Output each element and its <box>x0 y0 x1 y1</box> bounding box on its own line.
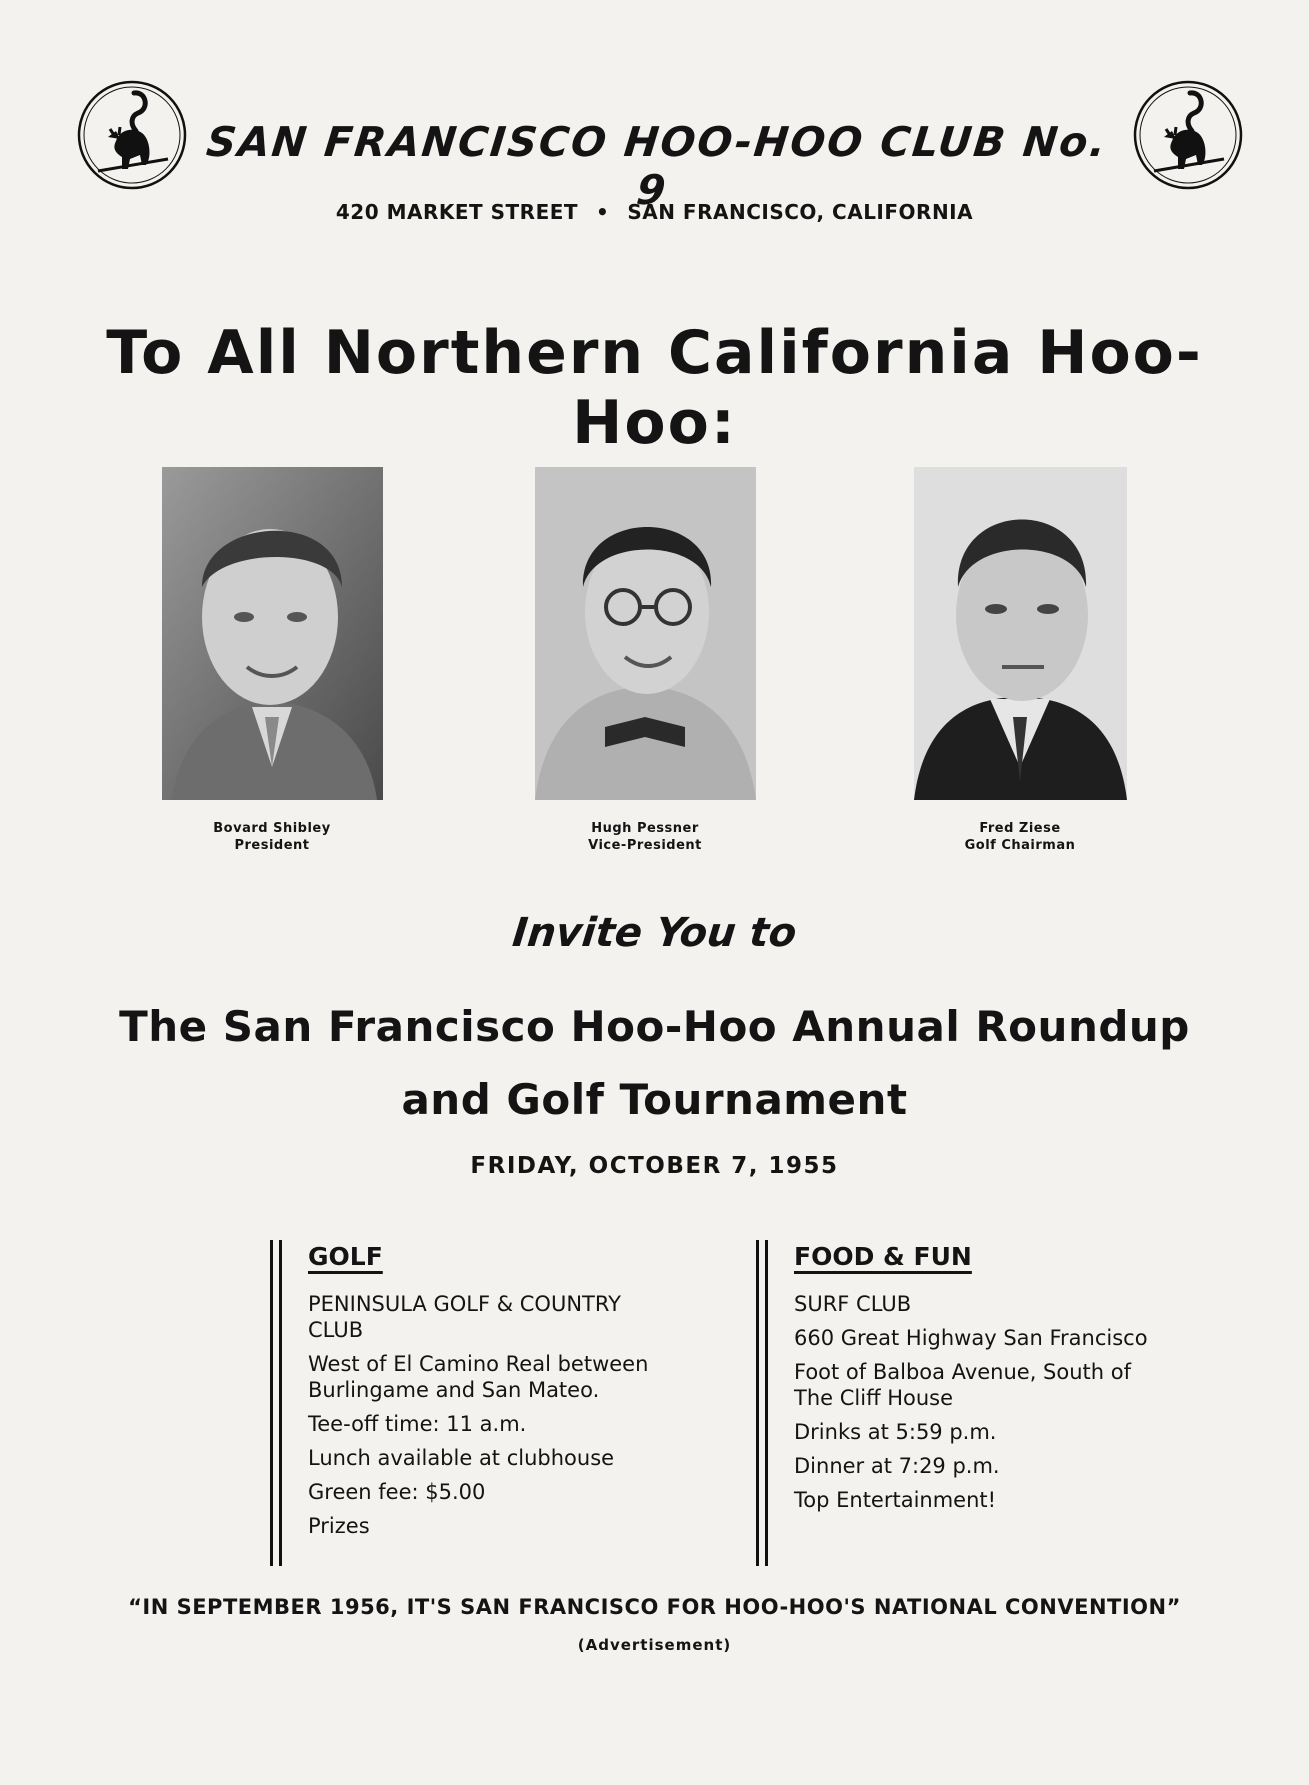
officer-name: Bovard Shibley <box>213 821 331 836</box>
advertisement-note: (Advertisement) <box>577 1636 732 1654</box>
golf-detail: West of El Camino Real between Burlingame and San Mateo. <box>308 1352 649 1402</box>
golf-heading: GOLF <box>308 1242 383 1271</box>
address-street: 420 MARKET STREET <box>335 200 579 224</box>
officer-caption <box>152 820 392 854</box>
event-date: FRIDAY, OCTOBER 7, 1955 <box>470 1153 839 1179</box>
officer-title: President <box>234 838 310 853</box>
club-address <box>190 200 1119 224</box>
portrait-photo-vice-president <box>535 467 756 800</box>
convention-slogan: “IN SEPTEMBER 1956, IT'S SAN FRANCISCO FOR HOO-HOO'S NATIONAL CONVENTION” <box>128 1595 1181 1619</box>
black-cat-logo-icon <box>1132 79 1244 191</box>
food-detail: Drinks at 5:59 p.m. <box>794 1420 997 1444</box>
golf-detail: Lunch available at clubhouse <box>308 1446 615 1470</box>
invite-text: Invite You to <box>510 910 799 956</box>
food-detail: Dinner at 7:29 p.m. <box>794 1454 1000 1478</box>
portrait-photo-president <box>162 467 383 800</box>
event-subtitle: and Golf Tournament <box>401 1075 908 1124</box>
column-rule <box>756 1240 770 1566</box>
officer-title: Vice-President <box>588 838 702 853</box>
club-name: SAN FRANCISCO HOO-HOO CLUB No. 9 <box>204 118 1110 214</box>
event-title: The San Francisco Hoo-Hoo Annual Roundup <box>119 1002 1190 1051</box>
food-detail: Foot of Balboa Avenue, South of The Cliff House <box>794 1360 1132 1410</box>
food-heading: FOOD & FUN <box>794 1242 972 1271</box>
address-city: SAN FRANCISCO, CALIFORNIA <box>627 200 974 224</box>
officer-caption <box>900 820 1140 854</box>
black-cat-logo-icon <box>76 79 188 191</box>
golf-detail: Tee-off time: 11 a.m. <box>308 1412 527 1436</box>
golf-detail: PENINSULA GOLF & COUNTRY CLUB <box>308 1292 621 1342</box>
portrait-photo-golf-chairman <box>914 467 1127 800</box>
food-section <box>756 1240 1156 1566</box>
food-detail: Top Entertainment! <box>794 1488 997 1512</box>
golf-detail: Prizes <box>308 1514 370 1538</box>
page-headline: To All Northern California Hoo-Hoo: <box>106 318 1203 458</box>
golf-detail: Green fee: $5.00 <box>308 1480 486 1504</box>
food-detail: 660 Great Highway San Francisco <box>794 1326 1148 1350</box>
officer-caption <box>525 820 765 854</box>
officer-name: Fred Ziese <box>979 821 1061 836</box>
address-separator: • <box>596 200 610 224</box>
officer-title: Golf Chairman <box>964 838 1076 853</box>
officer-name: Hugh Pessner <box>591 821 699 836</box>
food-detail: SURF CLUB <box>794 1292 912 1316</box>
column-rule <box>270 1240 284 1566</box>
golf-section <box>270 1240 670 1566</box>
